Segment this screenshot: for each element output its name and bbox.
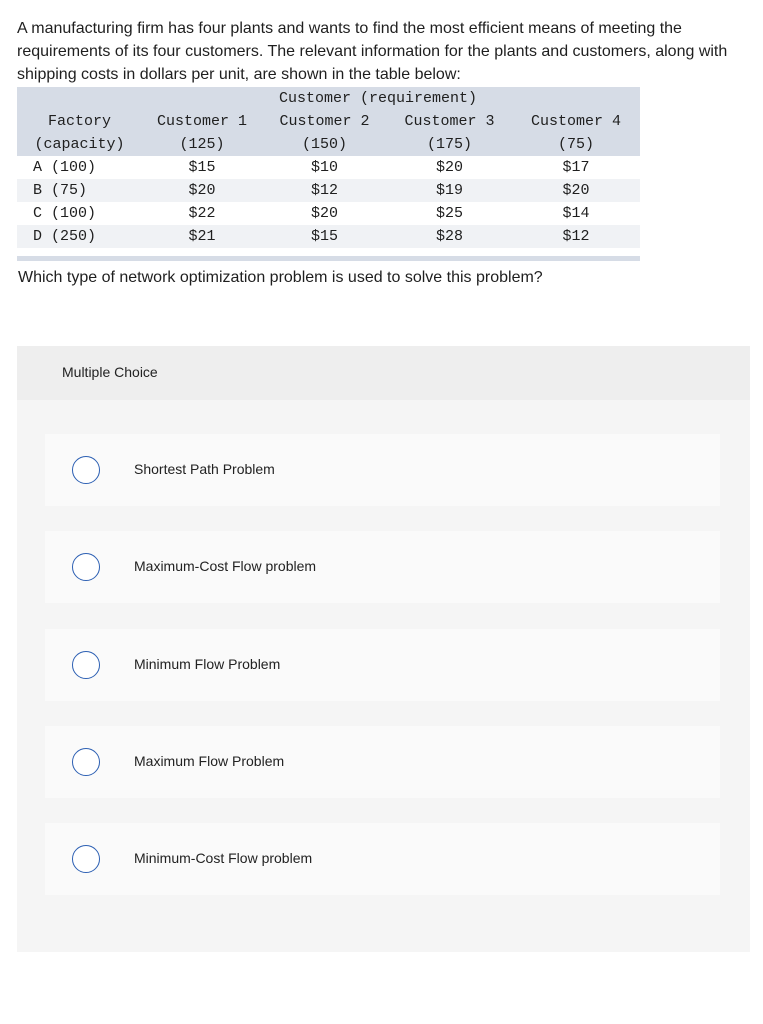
col-subheader-customer-3: (175)	[426, 136, 472, 153]
table-group-header: Customer (requirement)	[279, 90, 478, 107]
col-header-factory: Factory	[47, 113, 111, 130]
table-cell: $21	[188, 228, 216, 245]
table-bottom-rule	[17, 256, 640, 261]
table-cell: $19	[435, 182, 463, 199]
table-cell: $20	[188, 182, 216, 199]
choice-label: Maximum Flow Problem	[134, 753, 285, 769]
col-subheader-customer-2: (150)	[301, 136, 347, 153]
table-cell: $17	[562, 159, 590, 176]
table-cell-factory: A (100)	[33, 159, 97, 176]
table-cell: $15	[310, 228, 338, 245]
table-cell: $15	[188, 159, 216, 176]
choice-option-maximum-flow[interactable]	[45, 726, 720, 798]
table-cell: $22	[188, 205, 216, 222]
table-cell-factory: B (75)	[33, 182, 88, 199]
table-row	[17, 202, 640, 225]
multiple-choice-header	[17, 346, 750, 400]
table-row	[17, 225, 640, 248]
multiple-choice-label: Multiple Choice	[62, 364, 158, 380]
table-group-header-spacer	[17, 87, 142, 110]
table-row	[17, 156, 640, 179]
radio-button[interactable]	[72, 456, 100, 484]
col-header-customer-3: Customer 3	[404, 113, 495, 130]
choice-option-shortest-path[interactable]	[45, 434, 720, 506]
table-cell: $20	[562, 182, 590, 199]
radio-button[interactable]	[72, 748, 100, 776]
table-group-header-row	[17, 87, 640, 110]
table-cell: $12	[310, 182, 338, 199]
table-cell: $20	[435, 159, 463, 176]
col-subheader-customer-4: (75)	[557, 136, 594, 153]
table-cell: $20	[310, 205, 338, 222]
choice-label: Shortest Path Problem	[134, 461, 275, 477]
table-row	[17, 179, 640, 202]
choice-option-maximum-cost-flow[interactable]	[45, 531, 720, 603]
shipping-cost-table	[17, 87, 640, 248]
radio-button[interactable]	[72, 651, 100, 679]
table-cell: $12	[562, 228, 590, 245]
table-cell: $14	[562, 205, 590, 222]
col-subheader-capacity: (capacity)	[34, 136, 125, 153]
choice-option-minimum-cost-flow[interactable]	[45, 823, 720, 895]
col-subheader-customer-1: (125)	[179, 136, 225, 153]
choice-label: Maximum-Cost Flow problem	[134, 558, 317, 574]
radio-button[interactable]	[72, 845, 100, 873]
choice-label: Minimum-Cost Flow problem	[134, 850, 313, 866]
question-prompt: Which type of network optimization problem is used to solve this problem?	[18, 269, 543, 286]
table-cell-factory: C (100)	[33, 205, 97, 222]
col-header-customer-4: Customer 4	[530, 113, 621, 130]
choice-option-minimum-flow[interactable]	[45, 629, 720, 701]
choice-label: Minimum Flow Problem	[134, 656, 281, 672]
table-col-header-row-2	[17, 133, 640, 156]
table-cell: $25	[435, 205, 463, 222]
table-col-header-row-1	[17, 110, 640, 133]
table-cell: $28	[435, 228, 463, 245]
multiple-choice-panel	[17, 346, 750, 952]
table-cell-factory: D (250)	[33, 228, 97, 245]
question-text: A manufacturing firm has four plants and wants to find the most efficient means of meeting the requirements of its four customers. The relevant information for the plants and customers, along with shipping costs in dollars per unit, are shown in the table below:	[17, 20, 728, 83]
col-header-customer-2: Customer 2	[279, 113, 370, 130]
col-header-customer-1: Customer 1	[156, 113, 247, 130]
table-cell: $10	[310, 159, 338, 176]
radio-button[interactable]	[72, 553, 100, 581]
